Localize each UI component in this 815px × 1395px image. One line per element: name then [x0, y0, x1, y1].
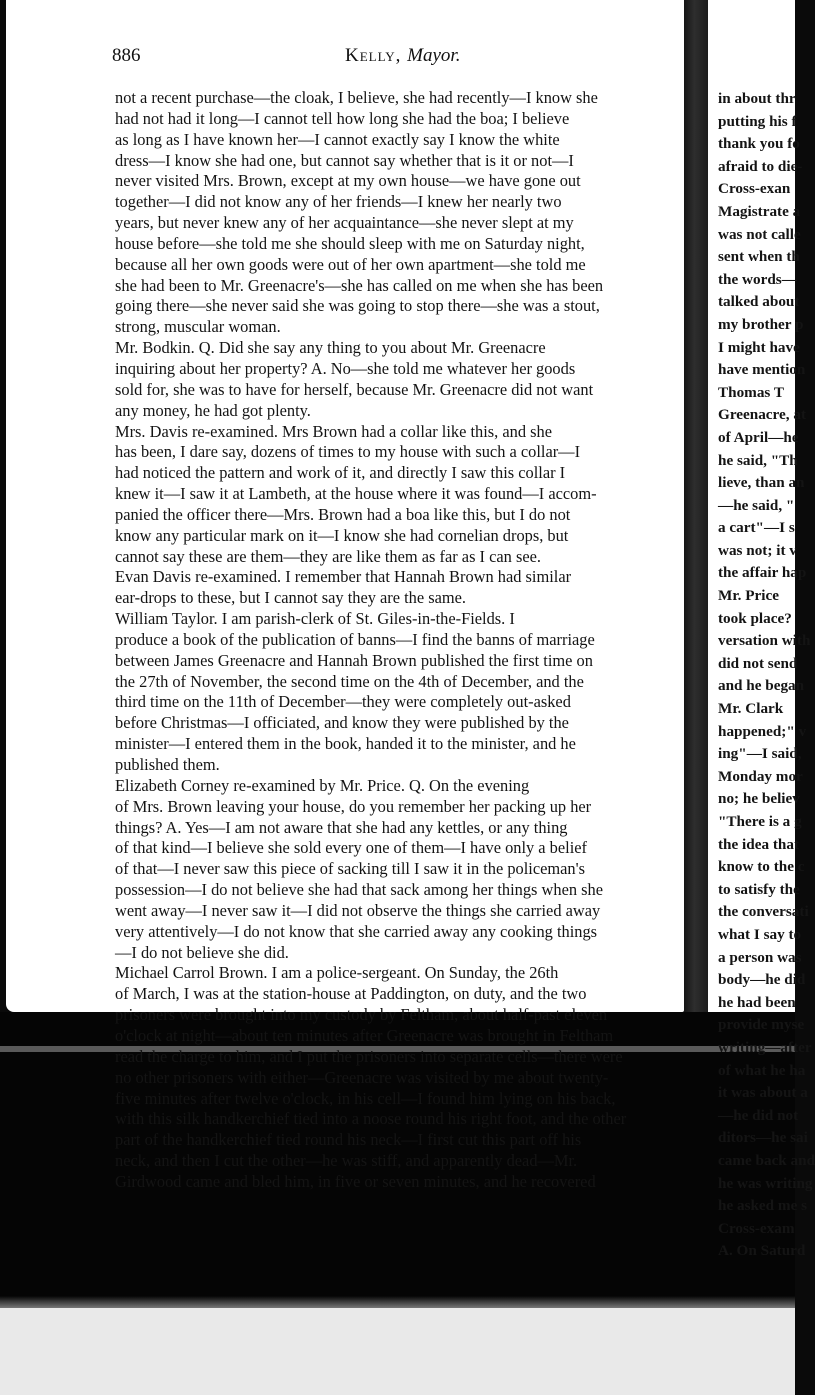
left-text-line: has been, I dare say, dozens of times to my house with such a collar—I	[115, 442, 581, 462]
left-text-line: of that—I never saw this piece of sacking till I saw it in the policeman's	[115, 859, 585, 879]
right-text-line: came back and	[718, 1151, 815, 1169]
right-text-line: afraid to die-	[718, 157, 803, 175]
left-text-line: part of the handkerchief tied round his neck—I first cut this part off his	[115, 1130, 582, 1150]
left-text-line: house before—she told me she should sleep with me on Saturday night,	[115, 233, 585, 253]
right-text-line: the conversati	[718, 903, 809, 921]
left-text-line: as long as I have known her—I cannot exactly say I know the white	[115, 129, 560, 149]
right-text-line: no; he believ	[718, 790, 800, 808]
left-text-line: produce a book of the publication of banns—I find the banns of marriage	[115, 629, 595, 649]
left-text-line: she had been to Mr. Greenacre's—she has called on me when she has been	[115, 275, 604, 295]
right-text-line: a person was	[718, 948, 802, 966]
left-text-line: Mr. Bodkin. Q. Did she say any thing to you about Mr. Greenacre	[115, 338, 546, 358]
left-text-line: strong, muscular woman.	[115, 317, 281, 337]
right-text-line: it was about a	[718, 1084, 808, 1102]
scan-margin	[0, 1308, 795, 1395]
left-text-line: years, but never knew any of her acquaintance—she never slept at my	[115, 213, 574, 233]
left-text-line: Evan Davis re-examined. I remember that Hannah Brown had similar	[115, 567, 572, 587]
left-text-line: Girdwood came and bled him, in five or seven minutes, and he recovered	[115, 1171, 596, 1191]
left-text-line: before Christmas—I officiated, and know they were published by the	[115, 713, 569, 733]
right-page-text	[718, 88, 815, 1263]
left-text-line: had not had it long—I cannot tell how long she had the boa; I believe	[115, 108, 570, 128]
right-text-line: talked about	[718, 293, 800, 311]
left-text-line: very attentively—I do not know that she carried away any cooking things	[115, 921, 598, 941]
right-text-line: took place?	[718, 609, 792, 627]
left-text-line: together—I did not know any of her friends—I knew her nearly two	[115, 192, 562, 212]
right-text-line: Mr. Clark	[718, 700, 784, 718]
right-text-line: was not; it v	[718, 541, 797, 559]
left-text-line: panied the officer there—Mrs. Brown had a boa like this, but I do not	[115, 504, 571, 524]
right-text-line: happened;" v	[718, 722, 807, 740]
left-text-line: Mrs. Davis re-examined. Mrs Brown had a collar like this, and she	[115, 421, 552, 441]
left-text-line: of March, I was at the station-house at Paddington, on duty, and the two	[115, 984, 587, 1004]
right-text-line: putting his f	[718, 112, 797, 130]
right-text-line: body—he did	[718, 971, 806, 989]
right-text-line: Thomas T	[718, 383, 784, 401]
right-text-line: provide myse	[718, 1016, 805, 1034]
left-text-line: going there—she never said she was going to stop there—she was a stout,	[115, 296, 600, 316]
left-text-line: any money, he had got plenty.	[115, 400, 311, 420]
right-text-line: he had been	[718, 993, 796, 1011]
right-text-line: I might have	[718, 338, 800, 356]
right-text-line: —he did not	[718, 1106, 799, 1124]
left-text-line: minister—I entered them in the book, handed it to the minister, and he	[115, 734, 576, 754]
right-text-line: what I say to	[718, 925, 802, 943]
left-text-line: o'clock at night—about ten minutes after Greenacre was brought in Feltham	[115, 1025, 614, 1045]
right-text-line: the idea that	[718, 835, 799, 853]
left-text-line: know any particular mark on it—I know she had cornelian drops, but	[115, 525, 569, 545]
right-text-line: of April—he	[718, 428, 799, 446]
right-text-line: Cross-exan	[718, 180, 791, 198]
left-text-line: no other prisoners with either—Greenacre was visited by me about twenty-	[115, 1067, 609, 1087]
page-number: 886	[112, 45, 141, 66]
left-text-line: never visited Mrs. Brown, except at my own house—we have gone out	[115, 171, 581, 191]
right-text-line: ing"—I said,	[718, 745, 802, 763]
right-text-line: "There is a g	[718, 813, 802, 830]
running-head	[345, 45, 460, 67]
left-text-line: neck, and then I cut the other—he was stiff, and apparently dead—Mr.	[115, 1151, 578, 1171]
right-text-line: Magistrate a	[718, 202, 801, 220]
right-text-line: he asked me s	[718, 1197, 808, 1215]
right-text-line: my brother p	[718, 315, 804, 333]
left-page-text	[115, 88, 675, 1193]
left-text-line: went away—I never saw it—I did not observe the things she carried away	[115, 900, 601, 920]
right-text-line: to satisfy the	[718, 880, 800, 898]
right-text-line: Cross-exam	[718, 1219, 795, 1237]
left-text-line: of that kind—I believe she sold every one of them—I have only a belief	[115, 838, 587, 858]
left-text-line: the 27th of November, the second time on the 4th of December, and the	[115, 671, 584, 691]
left-text-line: between James Greenacre and Hannah Brown published the first time on	[115, 650, 593, 670]
right-text-line: sent when th	[718, 248, 800, 266]
right-text-line: a cart"—I s	[718, 519, 795, 537]
right-text-line: writing—after	[718, 1038, 812, 1056]
left-text-line: of Mrs. Brown leaving your house, do you remember her packing up her	[115, 796, 592, 816]
left-text-line: possession—I do not believe she had that sack among her things when she	[115, 880, 603, 900]
right-text-line: the words—	[718, 270, 797, 288]
left-text-line: with this silk handkerchief tied into a noose round his right foot, and the other	[115, 1109, 627, 1129]
left-text-line: published them.	[115, 755, 220, 774]
running-head-title: Mayor.	[407, 45, 461, 66]
right-text-line: Mr. Price	[718, 587, 779, 605]
left-text-line: read the charge to him, and I put the prisoners into separate cells—there were	[115, 1046, 623, 1066]
left-text-line: knew it—I saw it at Lambeth, at the house where it was found—I accom-	[115, 484, 597, 504]
book-gutter	[684, 0, 710, 1040]
right-text-line: versation with	[718, 632, 811, 650]
left-text-line: had noticed the pattern and work of it, and directly I saw this collar I	[115, 463, 566, 483]
left-text-line: William Taylor. I am parish-clerk of St. Giles-in-the-Fields. I	[115, 609, 515, 629]
right-text-line: thank you fo	[718, 135, 800, 153]
left-text-line: things? A. Yes—I am not aware that she had any kettles, or any thing	[115, 817, 568, 837]
right-text-line: was not calle	[718, 225, 801, 243]
left-text-line: sold for, she was to have for herself, because Mr. Greenacre did not want	[115, 379, 594, 399]
running-head-name: Kelly,	[345, 45, 402, 66]
right-text-line: the affair hap	[718, 564, 807, 582]
left-text-line: cannot say these are them—they are like them as far as I can see.	[115, 546, 541, 566]
left-text-line: Elizabeth Corney re-examined by Mr. Price. Q. On the evening	[115, 775, 530, 795]
left-text-line: —I do not believe she did.	[115, 942, 289, 962]
right-text-line: did not send	[718, 654, 798, 672]
left-text-line: inquiring about her property? A. No—she told me whatever her goods	[115, 358, 576, 378]
left-text-line: five minutes after twelve o'clock, in his cell—I found him lying on his back,	[115, 1088, 616, 1108]
right-text-line: of what he ha	[718, 1061, 806, 1079]
right-text-line: he was writing	[718, 1174, 813, 1192]
left-text-line: dress—I know she had one, but cannot say whether that is it or not—I	[115, 150, 574, 170]
right-text-line: know to the c	[718, 858, 805, 876]
right-text-line: —he said, "	[718, 496, 795, 514]
right-text-line: lieve, than an	[718, 474, 805, 492]
right-text-line: ditors—he sai	[718, 1129, 808, 1147]
left-text-line: third time on the 11th of December—they were completely out-asked	[115, 692, 571, 712]
left-text-line: prisoners were brought into my custody by Feltham, about half-past eleven	[115, 1005, 608, 1025]
right-text-line: in about thr	[718, 90, 796, 107]
right-text-line: Monday mor	[718, 767, 803, 785]
left-text-line: not a recent purchase—the cloak, I believe, she had recently—I know she	[115, 88, 598, 107]
right-text-line: he said, "Th	[718, 451, 798, 469]
right-text-line: have mention	[718, 361, 806, 379]
right-text-line: A. On Saturd	[718, 1242, 806, 1260]
right-text-line: and he began	[718, 677, 805, 695]
left-text-line: Michael Carrol Brown. I am a police-sergeant. On Sunday, the 26th	[115, 963, 559, 983]
left-text-line: because all her own goods were out of her own apartment—she told me	[115, 254, 586, 274]
left-text-line: ear-drops to these, but I cannot say they are the same.	[115, 588, 467, 608]
right-text-line: Greenacre, at	[718, 406, 806, 424]
